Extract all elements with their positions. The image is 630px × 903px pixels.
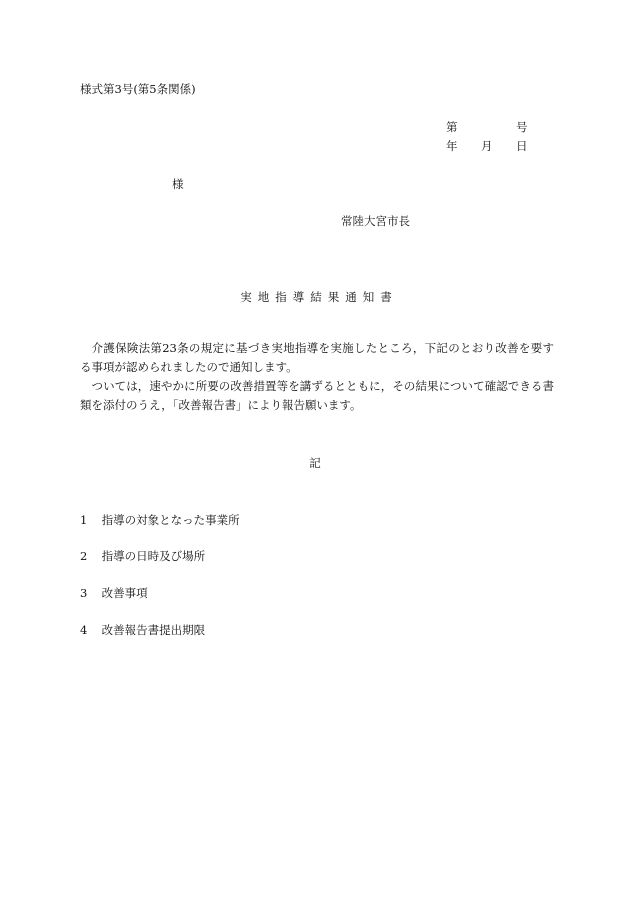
body-text xyxy=(80,339,554,415)
document-title: 実地指導結果通知書 xyxy=(240,290,398,304)
list-item xyxy=(80,512,240,528)
date-year-label: 年 xyxy=(446,139,458,153)
date-day-label: 日 xyxy=(516,139,528,153)
date-month-label: 月 xyxy=(481,139,493,153)
ki-heading: 記 xyxy=(309,456,321,470)
issuer-name: 常陸大宮市長 xyxy=(341,214,410,228)
document-number-prefix: 第 xyxy=(446,120,458,134)
document-number-suffix: 号 xyxy=(516,120,528,134)
list-item xyxy=(80,622,205,638)
list-item-number: 4 xyxy=(80,623,88,637)
list-item-number: 1 xyxy=(80,513,88,527)
list-item-label: 改善事項 xyxy=(101,586,148,600)
list-item-label: 指導の対象となった事業所 xyxy=(101,513,240,527)
body-paragraph-2: ついては，速やかに所要の改善措置等を講ずるとともに，その結果について確認できる書類を添付のうえ，「改善報告書」により報告願います。 xyxy=(80,379,554,412)
body-paragraph-1: 介護保険法第23条の規定に基づき実地指導を実施したところ，下記のとおり改善を要する事項が認められましたので通知します。 xyxy=(80,341,554,374)
list-item-number: 3 xyxy=(80,586,88,600)
form-number: 様式第3号(第5条関係) xyxy=(80,82,196,96)
list-item-label: 指導の日時及び場所 xyxy=(101,549,206,563)
recipient-honorific: 様 xyxy=(172,177,184,191)
list-item xyxy=(80,548,205,564)
list-item-label: 改善報告書提出期限 xyxy=(101,623,206,637)
list-item xyxy=(80,585,148,601)
list-item-number: 2 xyxy=(80,549,88,563)
